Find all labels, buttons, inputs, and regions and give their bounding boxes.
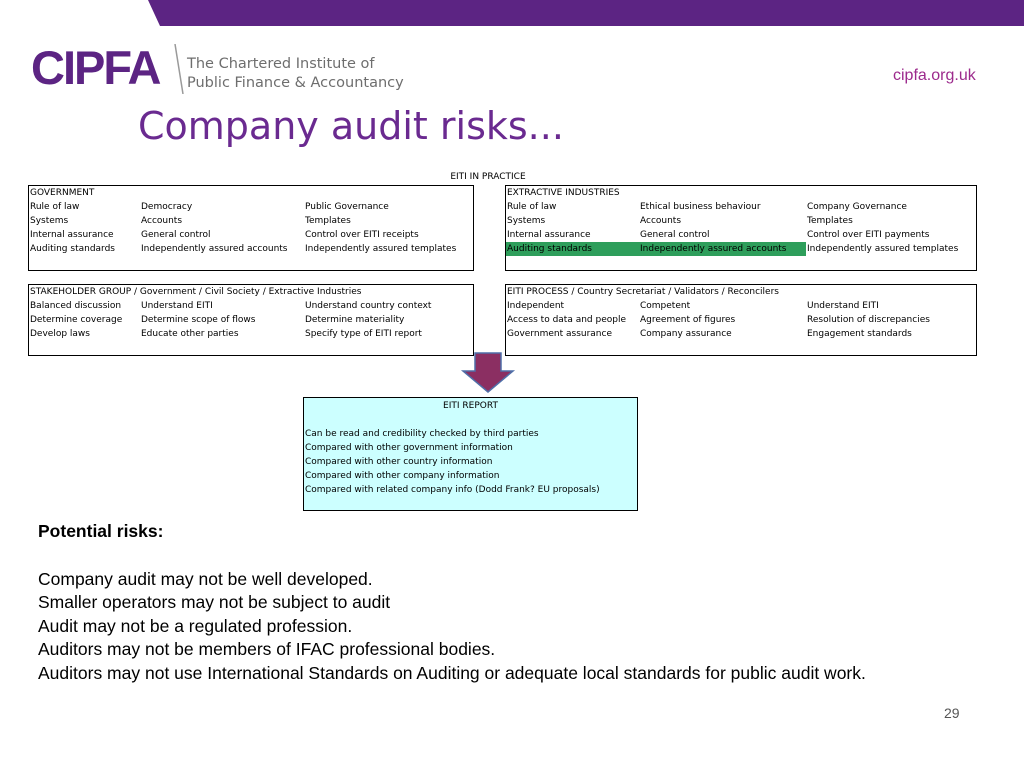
table-cell: Auditing standards [30, 244, 115, 254]
table-row [29, 327, 473, 341]
table-row-highlighted [506, 242, 976, 256]
risks-section [38, 520, 866, 685]
government-box [28, 185, 474, 271]
table-cell: Control over EITI payments [807, 230, 930, 240]
table-cell: Democracy [141, 202, 193, 212]
risk-item: Auditors may not be members of IFAC professional bodies. [38, 639, 496, 659]
stakeholder-group-box [28, 284, 474, 356]
table-row [29, 214, 473, 228]
risks-heading: Potential risks: [38, 521, 164, 541]
table-cell: Balanced discussion [30, 301, 122, 311]
header-band-shape [0, 0, 1024, 26]
table-cell: Determine scope of flows [141, 315, 256, 325]
table-row [506, 214, 976, 228]
table-cell: Accounts [640, 216, 682, 226]
logo-subtitle-line2: Public Finance & Accountancy [187, 75, 404, 91]
header-band [0, 0, 1024, 26]
slide-title: Company audit risks... [138, 104, 564, 148]
table-cell: Templates [305, 216, 351, 226]
risk-item: Audit may not be a regulated profession. [38, 615, 353, 636]
table-cell: Rule of law [30, 202, 80, 212]
table-cell: Independently assured templates [305, 244, 457, 254]
table-cell: General control [141, 230, 211, 240]
risk-item: Auditors may not use International Standards on Auditing or adequate local standards for public audit work. [38, 662, 866, 683]
report-spacer [304, 413, 637, 427]
logo-subtitle-line1: The Chartered Institute of [187, 56, 375, 72]
table-cell: Develop laws [30, 329, 90, 339]
table-cell: Internal assurance [30, 230, 114, 240]
table-row [29, 313, 473, 327]
table-cell: Engagement standards [807, 329, 912, 339]
table-cell: General control [640, 230, 710, 240]
table-row [506, 228, 976, 242]
table-cell: Determine materiality [305, 315, 405, 325]
table-cell: Systems [507, 216, 546, 226]
table-cell-highlighted: Independently assured accounts [639, 242, 806, 256]
table-cell: Understand country context [305, 301, 432, 311]
extractive-heading: EXTRACTIVE INDUSTRIES [507, 188, 620, 198]
report-line: Compared with related company info (Dodd Frank? EU proposals) [305, 485, 600, 495]
table-cell: Systems [30, 216, 69, 226]
table-cell: Templates [807, 216, 853, 226]
table-row [29, 200, 473, 214]
table-cell: Understand EITI [807, 301, 879, 311]
site-url-link[interactable]: cipfa.org.uk [893, 67, 976, 84]
table-row [29, 228, 473, 242]
table-row [506, 313, 976, 327]
report-line: Compared with other government information [305, 443, 513, 453]
logo-wordmark: CIPFA [31, 41, 160, 94]
table-cell: Resolution of discrepancies [807, 315, 930, 325]
report-heading: EITI REPORT [443, 401, 498, 411]
table-cell: Access to data and people [507, 315, 626, 325]
risk-item: Smaller operators may not be subject to audit [38, 592, 391, 612]
table-cell: Accounts [141, 216, 183, 226]
government-heading: GOVERNMENT [30, 188, 95, 198]
table-row [506, 200, 976, 214]
table-cell: Control over EITI receipts [305, 230, 419, 240]
table-cell: Public Governance [305, 202, 389, 212]
table-cell: Ethical business behaviour [640, 202, 761, 212]
report-line: Can be read and credibility checked by third parties [305, 429, 539, 439]
table-row [29, 242, 473, 256]
table-cell: Company assurance [640, 329, 732, 339]
page-number: 29 [944, 705, 960, 721]
risks-spacer [38, 544, 866, 568]
diagram-title: EITI IN PRACTICE [450, 172, 526, 182]
table-cell: Determine coverage [30, 315, 123, 325]
table-cell: Company Governance [807, 202, 907, 212]
table-cell: Internal assurance [507, 230, 591, 240]
table-cell-highlighted: Auditing standards [506, 242, 639, 256]
eiti-process-box [505, 284, 977, 356]
table-cell: Agreement of figures [640, 315, 736, 325]
table-row [506, 327, 976, 341]
eiti-report-box [303, 397, 638, 511]
extractive-industries-box [505, 185, 977, 271]
table-row [29, 299, 473, 313]
table-cell: Specify type of EITI report [305, 329, 422, 339]
table-cell: Independently assured accounts [141, 244, 288, 254]
table-row [506, 299, 976, 313]
process-heading: EITI PROCESS / Country Secretariat / Validators / Reconcilers [507, 287, 779, 297]
logo-subtitle [187, 55, 404, 93]
report-line: Compared with other country information [305, 457, 493, 467]
risk-item: Company audit may not be well developed. [38, 568, 373, 589]
down-arrow-icon [460, 351, 516, 395]
table-cell: Rule of law [507, 202, 557, 212]
stakeholder-heading: STAKEHOLDER GROUP / Government / Civil Society / Extractive Industries [30, 287, 362, 297]
table-cell: Understand EITI [141, 301, 213, 311]
logo-divider-icon [173, 44, 185, 94]
table-cell: Government assurance [507, 329, 612, 339]
table-cell: Educate other parties [141, 329, 239, 339]
table-cell: Competent [640, 301, 691, 311]
table-cell: Independently assured templates [807, 244, 959, 254]
table-cell: Independent [507, 301, 565, 311]
report-line: Compared with other company information [305, 471, 500, 481]
